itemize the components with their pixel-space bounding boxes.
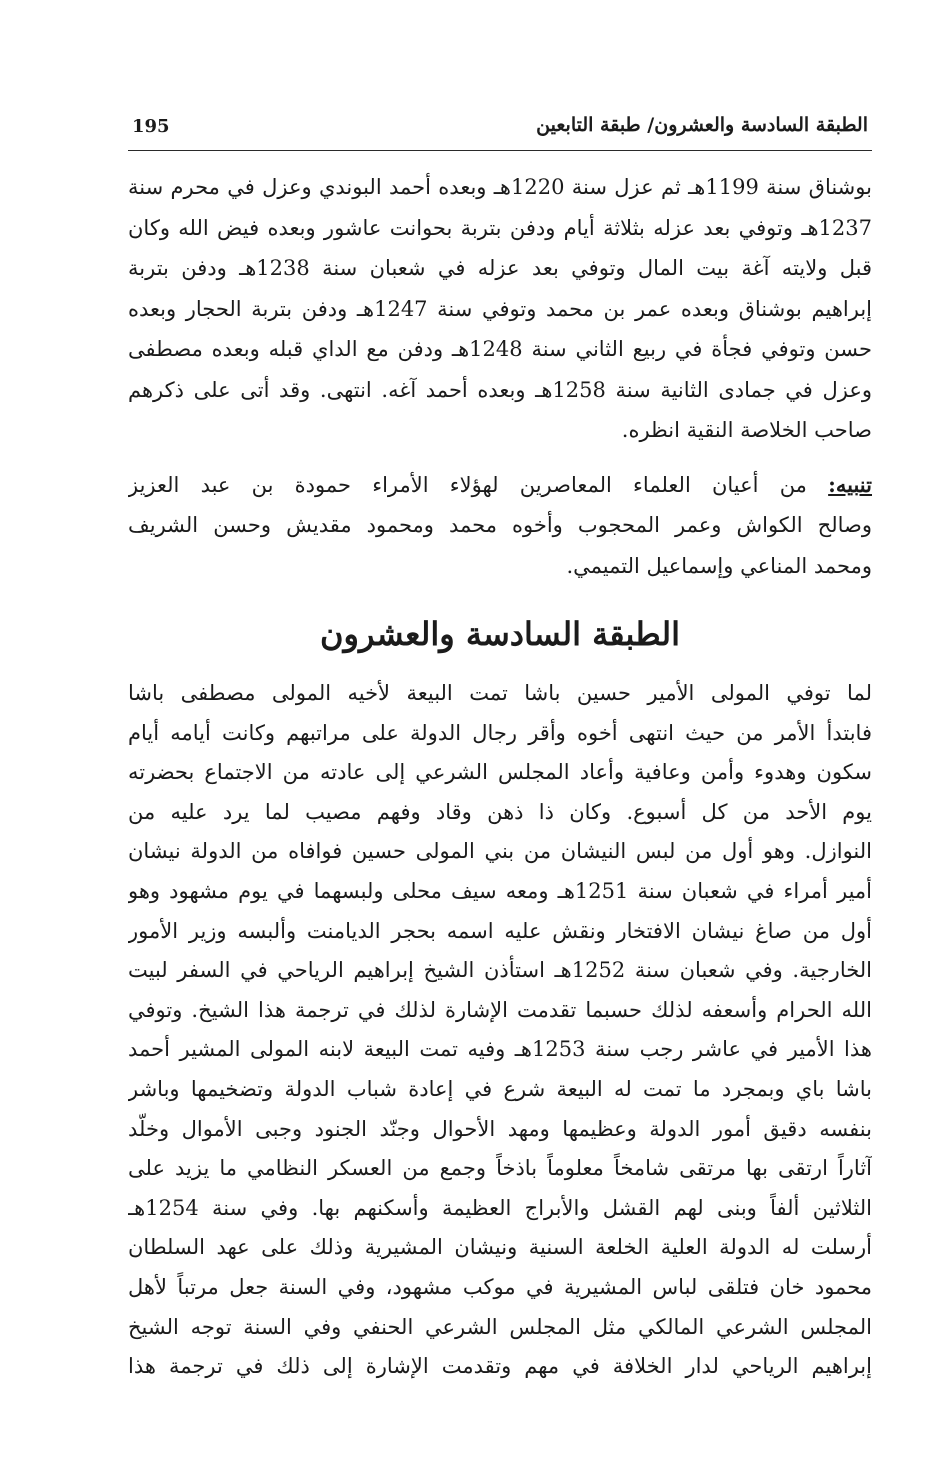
text-line: لما توفي المولى الأمير حسين باشا تمت البيعة لأخيه المولى مصطفى باشا	[128, 681, 872, 705]
note-first-line	[128, 465, 872, 506]
text-line: أول من صاغ نيشان الافتخار ونقش عليه اسمه بحجر الديامنت وألبسه وزير الأمور	[128, 918, 872, 943]
text-line: إبراهيم بوشناق وبعده عمر بن محمد وتوفي سنة 1247هـ ودفن بتربة الحجار وبعده	[128, 296, 872, 321]
note-label: تنبيه:	[828, 471, 872, 497]
text-line: محمود خان فتلقى لباس المشيرية في موكب مشهود، وفي السنة جعل مرتباً لأهل	[128, 1274, 872, 1299]
text-line: حسن وتوفي فجأة في ربيع الثاني سنة 1248هـ ودفن مع الداي قبله وبعده مصطفى	[128, 337, 872, 361]
text-line: هذا الأمير في عاشر رجب سنة 1253هـ وفيه تمت البيعة لابنه المولى المشير أحمد	[128, 1037, 872, 1062]
text-line: باشا باي وبمجرد ما تمت له البيعة شرع في إعادة شباب الدولة وتضخيمها وباشر	[128, 1076, 872, 1101]
text-line: فابتدأ الأمر من حيث انتهى أخوه وأقر رجال الدولة على مراتبهم وكانت أيامه أيام	[128, 720, 872, 745]
header-title: الطبقة السادسة والعشرون/ طبقة التابعين	[536, 114, 868, 136]
text-line: ومحمد المناعي وإسماعيل التميمي.	[566, 553, 872, 578]
text-line: أرسلت له الدولة العلية الخلعة السنية ونيشان المشيرية وذلك على عهد السلطان	[128, 1235, 872, 1260]
book-page	[128, 110, 872, 1410]
text-line: آثاراً ارتقى بها مرتقى شامخاً معلوماً باذخاً وجمع من العسكر النظامي ما يزيد على	[128, 1156, 872, 1181]
note-paragraph	[128, 465, 872, 587]
text-line: 1237هـ وتوفي بعد عزله بثلاثة أيام ودفن بتربة بحوانت عاشور وبعده فيض الله وكان	[128, 215, 872, 240]
text-line: وعزل في جمادى الثانية سنة 1258هـ وبعده أحمد آغه. انتهى. وقد أتى على ذكرهم	[128, 377, 872, 402]
section-heading: الطبقة السادسة والعشرون	[319, 615, 680, 653]
text-line: النوازل. وهو أول من لبس النيشان من بني المولى حسين فوافاه من الدولة نيشان	[128, 839, 872, 864]
text-line: بنفسه دقيق أمور الدولة وعظيمها ومهد الأحوال وجنّد الجنود وجبى الأموال وخلّد	[128, 1116, 872, 1141]
text-line: الثلاثين ألفاً وبنى لهم القشل والأبراج العظيمة وأسكنهم بها. وفي سنة 1254هـ	[128, 1195, 872, 1220]
text-line: يوم الأحد من كل أسبوع. وكان ذا ذهن وقاد وفهم مصيب لما يرد عليه من	[128, 799, 872, 824]
text-line: أمير أمراء في شعبان سنة 1251هـ ومعه سيف محلى ولبسهما في يوم مشهود وهو	[128, 878, 872, 903]
text-line: الله الحرام وأسعفه لذلك حسبما تقدمت الإشارة لذلك في ترجمة هذا الشيخ. وتوفي	[128, 997, 872, 1022]
text-line: قبل ولايته آغة بيت المال وتوفي بعد عزله في شعبان سنة 1238هـ ودفن بتربة	[128, 256, 872, 280]
text-line: الخارجية. وفي شعبان سنة 1252هـ استأذن الشيخ إبراهيم الرياحي في السفر لبيت	[128, 958, 872, 983]
text-line: وصالح الكواش وعمر المحجوب وأخوه محمد ومحمود مقديش وحسن الشريف	[128, 513, 872, 537]
text-line: صاحب الخلاصة النقية انظره.	[621, 418, 872, 442]
section-body	[128, 674, 872, 1387]
note-first-line-text: من أعيان العلماء المعاصرين لهؤلاء الأمراء حمودة بن عبد العزيز	[128, 472, 829, 497]
text-line: المجلس الشرعي المالكي مثل المجلس الشرعي الحنفي وفي السنة توجه الشيخ	[128, 1314, 872, 1339]
page-number: 195	[132, 116, 170, 137]
text-line: إبراهيم الرياحي لدار الخلافة في مهم وتقدمت الإشارة إلى ذلك في ترجمة هذا	[128, 1354, 872, 1379]
text-line: بوشناق سنة 1199هـ ثم عزل سنة 1220هـ وبعده أحمد البوندي وعزل في محرم سنة	[128, 175, 872, 199]
running-header	[128, 110, 872, 151]
text-line: سكون وهدوء وأمن وعافية وأعاد المجلس الشرعي إلى عادته من الاجتماع بحضرته	[128, 760, 872, 785]
paragraph-continuation	[128, 167, 872, 451]
